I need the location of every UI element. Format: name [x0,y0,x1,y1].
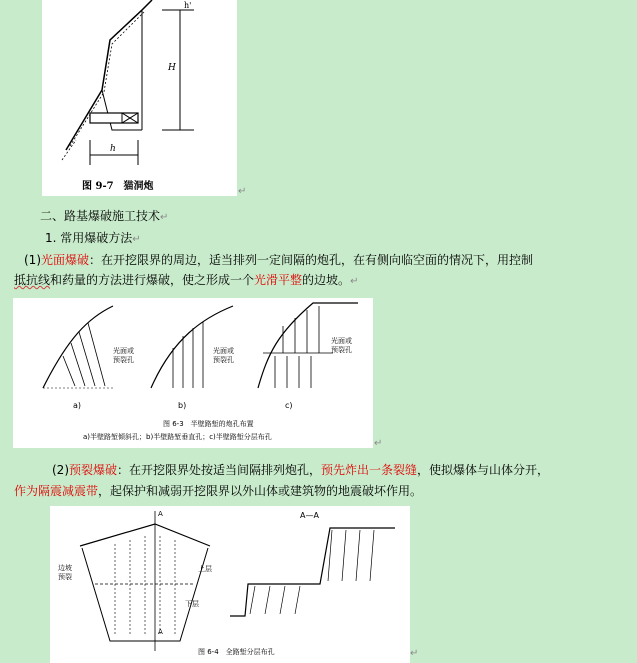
label-aa: A—A [300,511,319,520]
highlight-crack: 预先炸出一条裂缝 [321,463,418,477]
sub-c: c) [285,401,293,410]
figure2-caption: 图 6-3 半壁路堑的炮孔布置 [163,420,254,428]
label-upper-layer: 上层 [198,565,212,573]
highlight-isolation: 作为隔震减震带 [14,484,99,498]
label-big-h: H [168,63,176,73]
label-small-h: h [110,144,116,154]
section-heading-roadbed-blasting: 二、路基爆破施工技术↵ [40,209,169,223]
figure-cat-hole-blasting [42,0,237,196]
paragraph-smooth-blasting-line1: (1)光面爆破：在开挖限界的周边，适当排列一定间隔的炮孔，在有侧向临空面的情况下，用控制 [24,253,534,267]
label-a-top: A [158,510,163,518]
figure-full-cut-layered [50,506,410,663]
term-presplit-blasting: 预裂爆破 [69,463,118,477]
figure3-caption: 图 6-4 全路堑分层布孔 [198,648,275,656]
paragraph-presplit-line2: 作为隔震减震带，起保护和减弱开挖限界以外山体或建筑物的地震破坏作用。 [14,484,423,498]
label-slope-presplit: 边坡预裂 [58,564,72,581]
figure1-caption: 图 9-7 猫洞炮 [82,181,154,192]
term-smooth-blasting: 光面爆破 [41,253,90,267]
label-c-holes: 光面或预裂孔 [331,337,352,354]
paragraph-smooth-blasting-line2: 抵抗线和药量的方法进行爆破，使之形成一个光滑平整的边坡。↵ [14,273,359,287]
cat-hole-diagram [42,0,237,196]
highlight-smooth-flat: 光滑平整 [254,273,303,287]
figure2-subcaption: a)半壁路堑倾斜孔；b)半壁路堑垂直孔；c)半壁路堑分层布孔 [83,433,272,441]
full-cut-diagram [50,506,410,663]
label-a-bottom: A [158,628,163,636]
paragraph-mark-3: ↵ [410,648,419,659]
label-b-holes: 光面或预裂孔 [213,347,234,364]
half-cut-diagram [13,298,373,448]
subheading-common-methods: 1. 常用爆破方法↵ [45,231,141,245]
paragraph-mark-2: ↵ [374,438,383,449]
paragraph-mark: ↵ [238,186,247,197]
sub-b: b) [178,401,187,410]
label-lower-layer: 下层 [185,600,199,608]
label-a-holes: 光面或预裂孔 [113,347,134,364]
paragraph-presplit-line1: (2)预裂爆破：在开挖限界处按适当间隔排列炮孔，预先炸出一条裂缝，使拟爆体与山体分开， [52,463,550,477]
figure-half-cut-holes [13,298,373,448]
sub-a: a) [73,401,82,410]
label-h-top: h' [184,1,192,10]
